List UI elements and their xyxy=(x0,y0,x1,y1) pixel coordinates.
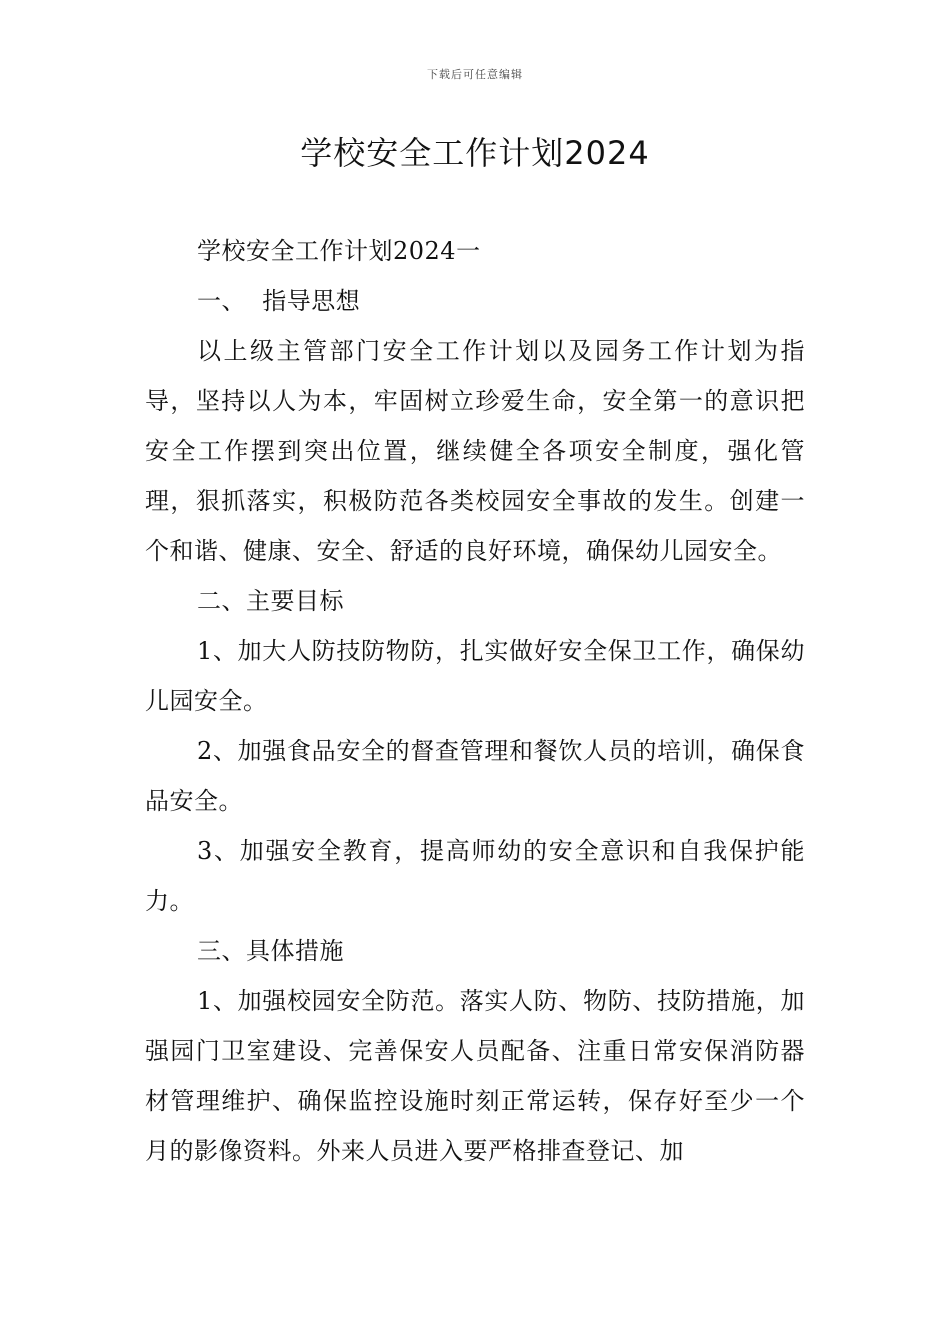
paragraph-guiding-ideology: 以上级主管部门安全工作计划以及园务工作计划为指导，坚持以人为本，牢固树立珍爱生命，安全第一的意识把安全工作摆到突出位置，继续健全各项安全制度，强化管理，狠抓落实，积极防范各类校园安全事故的发生。创建一个和谐、健康、安全、舒适的良好环境，确保幼儿园安全。 xyxy=(145,337,805,565)
paragraph-measure-1: 1、加强校园安全防范。落实人防、物防、技防措施，加强园门卫室建设、完善保安人员配备、注重日常安保消防器材管理维护、确保监控设施时刻正常运转，保存好至少一个月的影像资料。外来人员进入要严格排查登记、加 xyxy=(145,987,805,1165)
header-note: 下载后可任意编辑 xyxy=(427,68,523,81)
paragraph-goal-1: 1、加大人防技防物防，扎实做好安全保卫工作，确保幼儿园安全。 xyxy=(145,637,805,715)
section-heading-specific-measures: 三、具体措施 xyxy=(197,937,344,965)
document-body xyxy=(145,226,805,1176)
paragraph-goal-2: 2、加强食品安全的督查管理和餐饮人员的培训，确保食品安全。 xyxy=(145,737,805,815)
section-heading-main-goals: 二、主要目标 xyxy=(197,587,344,615)
section-heading-guiding-ideology: 一、 指导思想 xyxy=(197,287,361,315)
paragraph-subtitle: 学校安全工作计划2024一 xyxy=(197,237,481,265)
paragraph-goal-3: 3、加强安全教育，提高师幼的安全意识和自我保护能力。 xyxy=(145,837,805,915)
document-title: 学校安全工作计划2024 xyxy=(300,134,650,172)
